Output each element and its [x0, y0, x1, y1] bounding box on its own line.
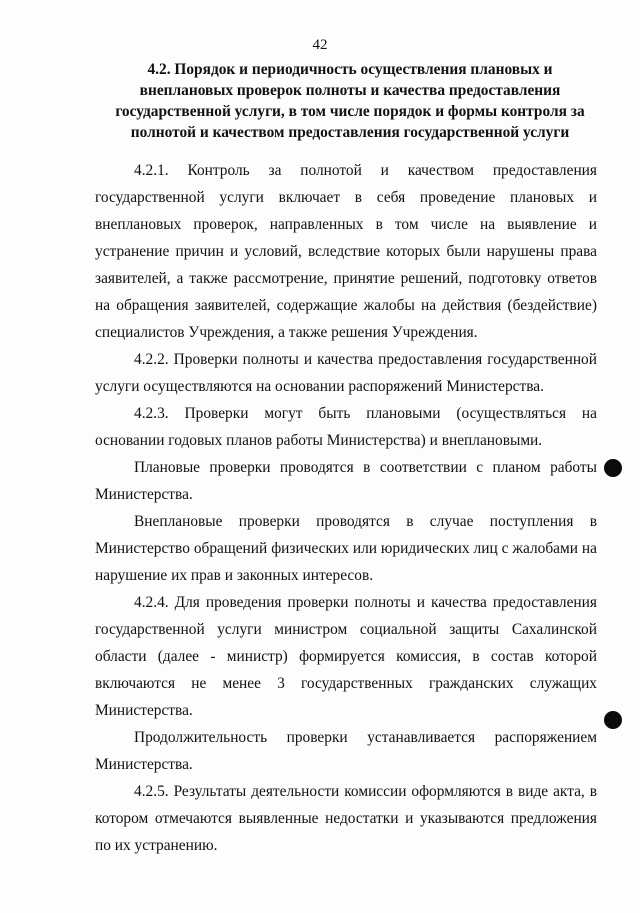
- heading-line-4: полнотой и качеством предоставления государственной услуги: [130, 124, 570, 141]
- heading-line-2: внеплановых проверок полноты и качества предоставления: [139, 82, 561, 99]
- page-number: 42: [312, 37, 328, 53]
- heading-line-1: 4.2. Порядок и периодичность осуществления плановых и: [147, 61, 553, 78]
- paragraph-4-2-1: 4.2.1. Контроль за полнотой и качеством предоставления государственной услуги включает в себя проведение плановых и внеплановых проверок, направленных в том числе на выявление и устранение причин и условий, вследствие которых были нарушены права заявителей, а также рассмотрение, принятие решений, подготовку ответов на обращения заявителей, содержащие жалобы на действия (бездействие) специалистов Учреждения, а также решения Учреждения.: [95, 162, 597, 341]
- binder-hole-mark: [604, 459, 622, 477]
- paragraph-4-2-4: 4.2.4. Для проведения проверки полноты и качества предоставления государственной услуги министром социальной защиты Сахалинской области (далее - министр) формируется комиссия, в состав которой включаются не менее 3 государственных гражданских служащих Министерства.: [95, 594, 597, 719]
- paragraph-4-2-5: 4.2.5. Результаты деятельности комиссии оформляются в виде акта, в котором отмечаются выявленные недостатки и указываются предложения по их устранению.: [95, 783, 597, 854]
- paragraph-unplanned-checks: Внеплановые проверки проводятся в случае поступления в Министерство обращений физических или юридических лиц с жалобами на нарушение их прав и законных интересов.: [95, 513, 597, 584]
- paragraph-4-2-2: 4.2.2. Проверки полноты и качества предоставления государственной услуги осуществляются на основании распоряжений Министерства.: [95, 351, 597, 395]
- paragraph-planned-checks: Плановые проверки проводятся в соответствии с планом работы Министерства.: [95, 459, 597, 503]
- heading-line-3: государственной услуги, в том числе порядок и формы контроля за: [115, 103, 585, 120]
- section-heading: [95, 59, 605, 143]
- paragraph-duration: Продолжительность проверки устанавливается распоряжением Министерства.: [95, 729, 597, 773]
- binder-hole-mark: [604, 711, 622, 729]
- paragraph-4-2-3: 4.2.3. Проверки могут быть плановыми (осуществляться на основании годовых планов работы Министерства) и внеплановыми.: [95, 405, 597, 449]
- document-body: [95, 157, 597, 859]
